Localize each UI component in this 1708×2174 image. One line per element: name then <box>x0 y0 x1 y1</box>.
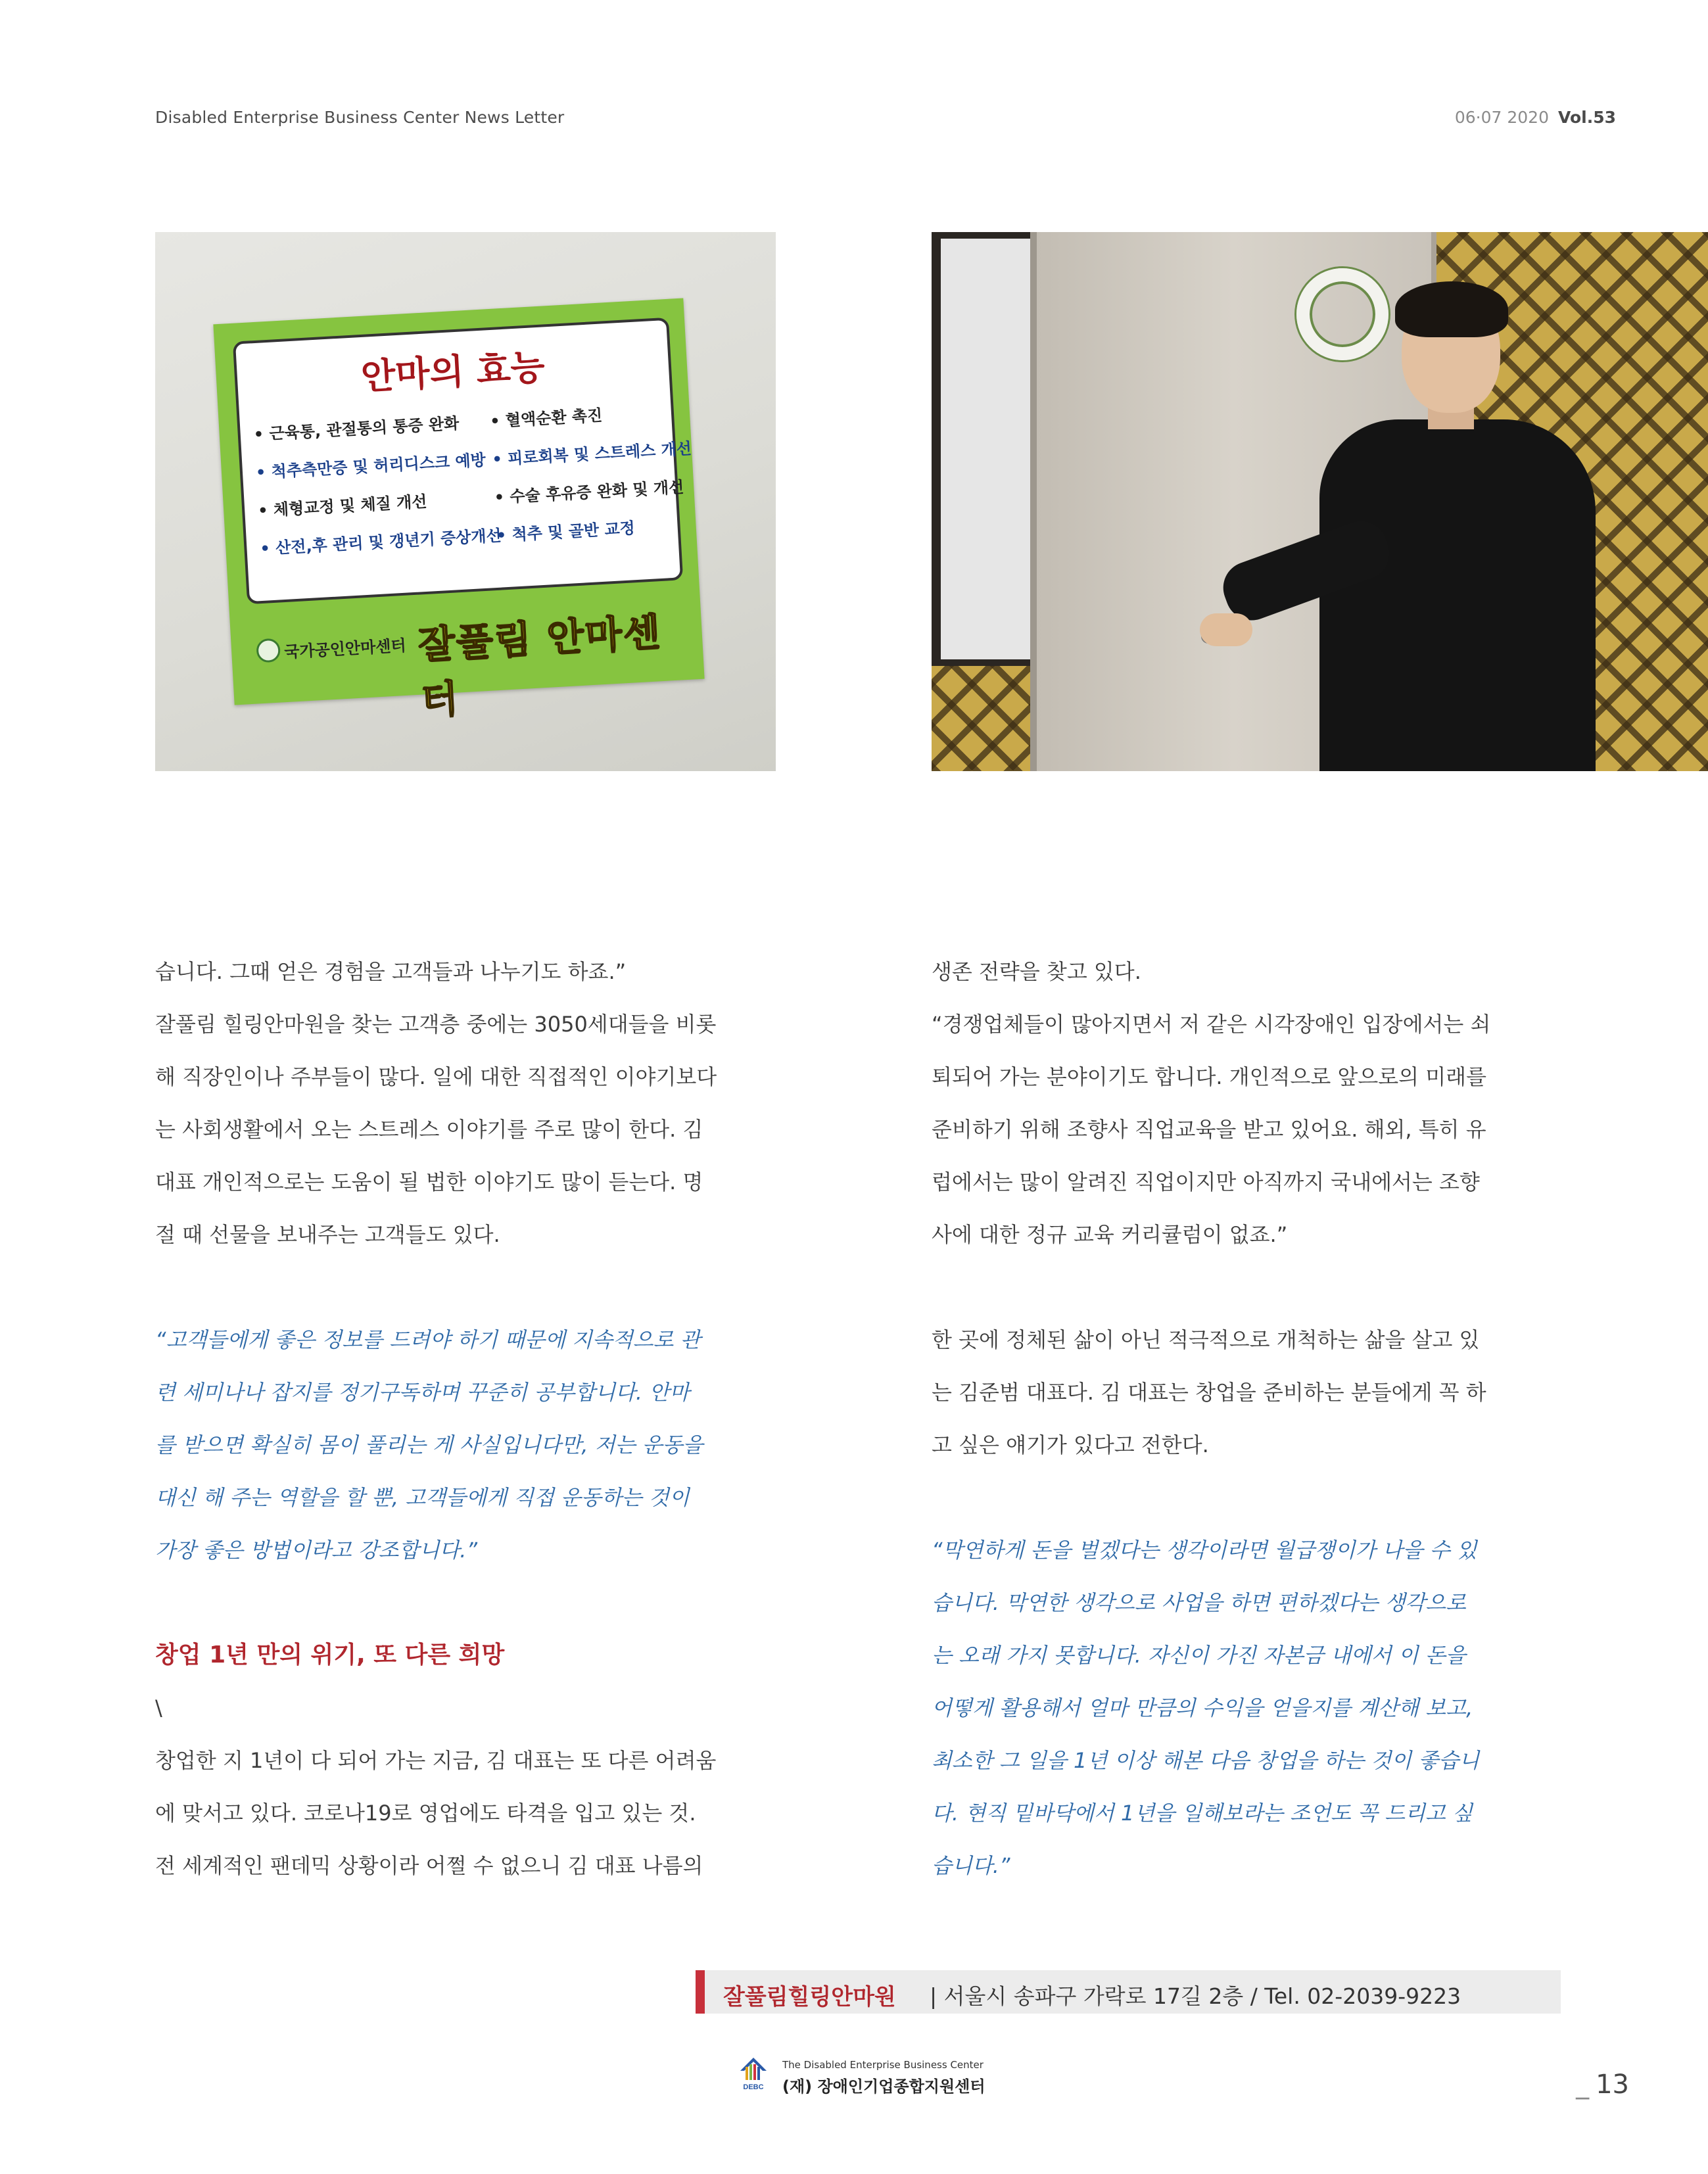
sign-benefit: • 혈액순환 촉진 <box>489 406 603 431</box>
stray-character: \ <box>155 1695 162 1720</box>
quote-line: 습니다. 막연한 생각으로 사업을 하면 편하겠다는 생각으로 <box>932 1590 1467 1615</box>
photo-massage-sign <box>155 232 776 771</box>
quote-line: “고객들에게 좋은 정보를 드려야 하기 때문에 지속적으로 관 <box>155 1327 701 1352</box>
quote-line: “막연하게 돈을 벌겠다는 생각이라면 월급쟁이가 나을 수 있 <box>932 1538 1477 1563</box>
sign-org: 국가공인안마센터 <box>283 636 407 662</box>
page-number-value: 13 <box>1596 2069 1629 2100</box>
body-line: 대표 개인적으로는 도움이 될 법한 이야기도 많이 듣는다. 명 <box>155 1170 703 1194</box>
body-line: 절 때 선물을 보내주는 고객들도 있다. <box>155 1222 500 1247</box>
sign-benefit: • 척추측만증 및 허리디스크 예방 <box>255 450 486 483</box>
sign-benefit: • 피로회복 및 스트레스 개선 <box>491 439 692 469</box>
business-name: 잘풀림힐링안마원 <box>723 1984 896 2010</box>
footer-org-en: The Disabled Enterprise Business Center <box>782 2059 984 2071</box>
debc-logo-icon <box>739 2056 768 2092</box>
body-line: 준비하기 위해 조향사 직업교육을 받고 있어요. 해외, 특히 유 <box>932 1117 1486 1142</box>
page-number: _ 13 <box>1576 2069 1629 2100</box>
volume-label: Vol.53 <box>1557 108 1616 127</box>
sign-benefits-col1 <box>252 402 502 568</box>
sign-benefit: • 수술 후유증 완화 및 개선 <box>493 477 685 507</box>
quote-line: 대신 해 주는 역할을 할 뿐, 고객들에게 직접 운동하는 것이 <box>155 1485 690 1510</box>
quote-line: 련 세미나나 잡지를 정기구독하며 꾸준히 공부합니다. 안마 <box>155 1380 690 1405</box>
article-right-column <box>932 945 1552 1892</box>
quote-line: 를 받으면 확실히 몸이 풀리는 게 사실입니다만, 저는 운동을 <box>155 1432 703 1457</box>
photo-ceo-portrait <box>932 232 1708 771</box>
sign-title: 안마의 효능 <box>360 345 546 398</box>
section-heading: 창업 1년 만의 위기, 또 다른 희망 <box>155 1642 505 1668</box>
sign-benefit: • 체형교정 및 체질 개선 <box>257 492 428 521</box>
quote-line: 가장 좋은 방법이라고 강조합니다.” <box>155 1538 478 1563</box>
body-line: 는 김준범 대표다. 김 대표는 창업을 준비하는 분들에게 꼭 하 <box>932 1380 1486 1405</box>
flower-wreath-icon <box>1296 268 1388 360</box>
body-line: 전 세계적인 팬데믹 상황이라 어쩔 수 없으니 김 대표 나름의 <box>155 1853 703 1878</box>
body-line: 해 직장인이나 주부들이 많다. 일에 대한 직접적인 이야기보다 <box>155 1064 717 1089</box>
quote-line: 습니다.” <box>932 1853 1010 1878</box>
body-line: 습니다. 그때 얻은 경험을 고객들과 나누기도 하죠.” <box>155 959 627 984</box>
person-hair <box>1395 281 1508 337</box>
quote-line: 다. 현직 밑바닥에서 1년을 일해보라는 조언도 꼭 드리고 싶 <box>932 1801 1473 1826</box>
body-line: “경쟁업체들이 많아지면서 저 같은 시각장애인 입장에서는 쇠 <box>932 1012 1491 1037</box>
business-info-bar <box>696 1970 1561 2014</box>
sign-panel <box>233 318 692 604</box>
body-line: 창업한 지 1년이 다 되어 가는 지금, 김 대표는 또 다른 어려움 <box>155 1748 717 1773</box>
body-line: 고 싶은 얘기가 있다고 전한다. <box>932 1432 1209 1457</box>
body-line: 는 사회생활에서 오는 스트레스 이야기를 주로 많이 한다. 김 <box>155 1117 703 1142</box>
body-line: 사에 대한 정규 교육 커리큘럼이 없죠.” <box>932 1222 1288 1247</box>
sign-center-name: 잘풀림 안마센터 <box>417 609 663 723</box>
body-line: 퇴되어 가는 분야이기도 합니다. 개인적으로 앞으로의 미래를 <box>932 1064 1487 1089</box>
quote-line: 최소한 그 일을 1년 이상 해본 다음 창업을 하는 것이 좋습니 <box>932 1748 1480 1773</box>
body-line: 에 맞서고 있다. 코로나19로 영업에도 타격을 입고 있는 것. <box>155 1801 696 1826</box>
footer-org-ko: (재) 장애인기업종합지원센터 <box>782 2077 985 2096</box>
body-line: 한 곳에 정체된 삶이 아닌 적극적으로 개척하는 삶을 살고 있 <box>932 1327 1480 1352</box>
sign-benefits-col2 <box>489 392 692 555</box>
body-line: 잘풀림 힐링안마원을 찾는 고객층 중에는 3050세대들을 비롯 <box>155 1012 717 1037</box>
person-shirt <box>1319 419 1596 771</box>
certification-logo-icon <box>256 638 281 663</box>
person-hand <box>1200 613 1252 646</box>
sign-footer <box>249 588 690 723</box>
debc-logo-text: DEBC <box>743 2083 764 2091</box>
quote-line: 어떻게 활용해서 얼마 만큼의 수익을 얻을지를 계산해 보고, <box>932 1695 1473 1720</box>
sign-benefit: • 산전,후 관리 및 갱년기 증상개선 <box>259 526 502 558</box>
issue-date: 06·07 2020 <box>1454 108 1549 127</box>
sign-benefit: • 근육통, 관절통의 통증 완화 <box>253 414 460 444</box>
article-left-column <box>155 945 776 1892</box>
massage-benefits-sign <box>213 298 704 723</box>
business-address-phone: | 서울시 송파구 가락로 17길 2층 / Tel. 02-2039-9223 <box>930 1983 1461 2009</box>
sign-benefit: • 척추 및 골반 교정 <box>496 519 636 545</box>
body-line: 생존 전략을 찾고 있다. <box>932 959 1141 984</box>
quote-line: 는 오래 가지 못합니다. 자신이 가진 자본금 내에서 이 돈을 <box>932 1643 1466 1668</box>
body-line: 럽에서는 많이 알려진 직업이지만 아직까지 국내에서는 조향 <box>932 1170 1480 1194</box>
issue-info <box>1455 108 1616 127</box>
projection-screen <box>932 232 1030 666</box>
newsletter-title: Disabled Enterprise Business Center News Letter <box>155 108 565 127</box>
